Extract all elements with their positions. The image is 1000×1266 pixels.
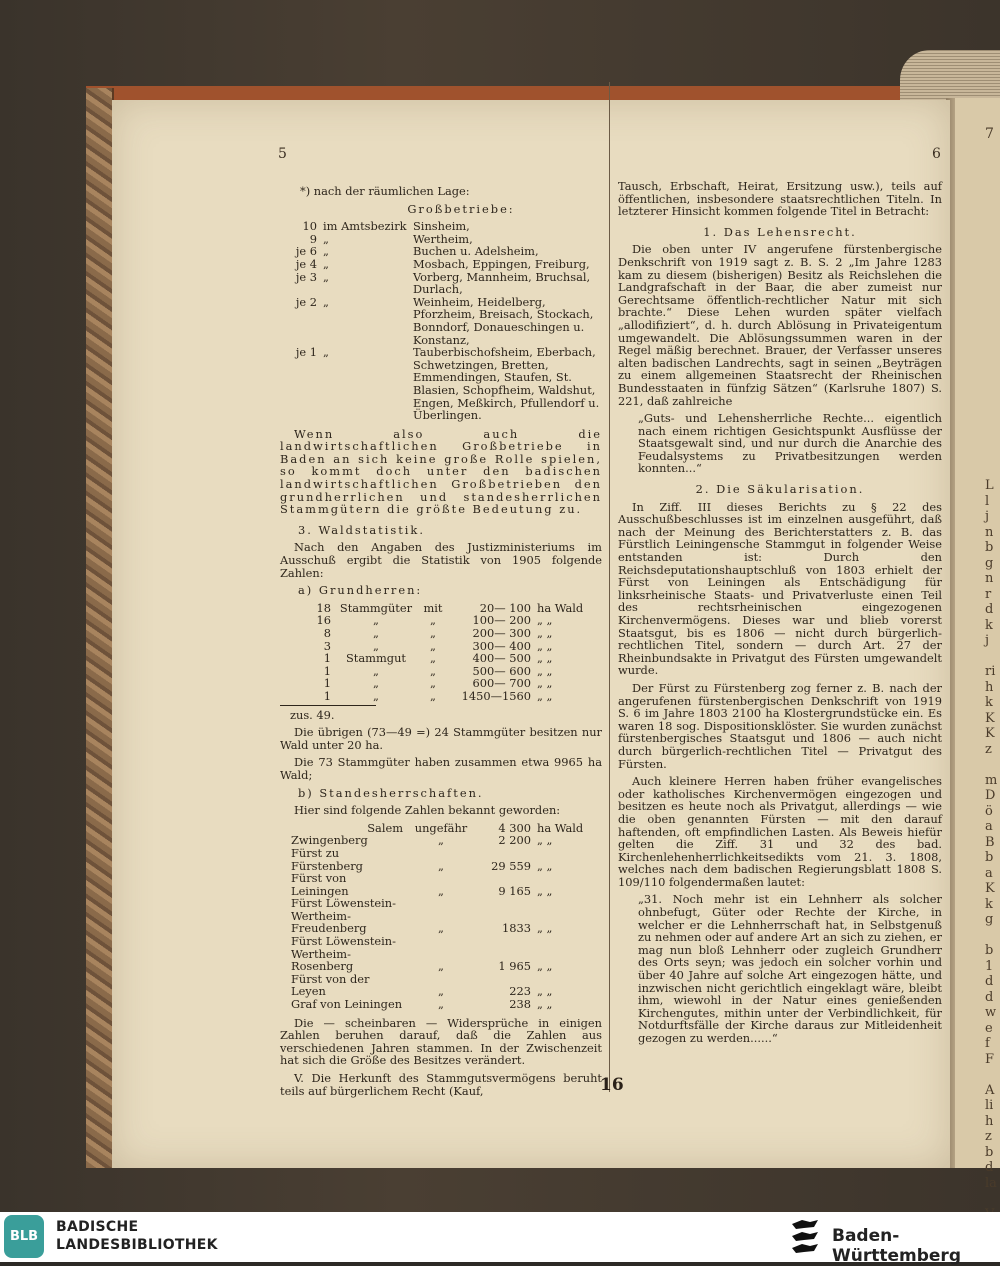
neighbor-fragment: la [985, 1175, 997, 1191]
neighbor-page-text-fragments [985, 478, 997, 1222]
grundherren-row [310, 690, 586, 703]
table-cell: Fürst zu Fürstenberg [291, 845, 363, 873]
table-cell: „ [438, 959, 444, 974]
total-count: zus. 49. [290, 707, 335, 722]
table-cell: „ „ [537, 984, 553, 999]
neighbor-fragment: n [985, 524, 994, 540]
neighbor-fragment: K [985, 710, 995, 726]
table-cell: 1 965 [498, 959, 531, 974]
grundherren-row [310, 652, 586, 665]
section-title-waldstatistik: 3. Waldstatistik. [298, 522, 425, 537]
blb-name-line1: BADISCHE [56, 1219, 139, 1235]
standesherren-row [288, 998, 598, 1011]
paragraph-fuerstenberg: Der Fürst zu Fürstenberg zog ferner z. B. nach der angerufenen fürstenbergischen Denkschrift von 1919 S. 6 im Jahre 1803 2100 ha Klostergrundstücke ein. Es waren 18 sog. Dispositionsklöster. Sie wurden zunächst fürstenbergisches Staatsgut und 1806 — auch nicht durch bürgerlich-rechtlichen Titel — Privatgut des Fürsten. [618, 680, 942, 771]
neighbor-fragment: z [985, 741, 992, 757]
paragraph-stammgueter-wald: Die 73 Stammgüter haben zusammen etwa 9965 ha Wald; [280, 755, 602, 782]
neighbor-page-number: 7 [985, 126, 994, 142]
lage-title: *) nach der räumlichen Lage: [300, 184, 470, 198]
table-cell: 18 [316, 600, 331, 615]
table-cell: „ [438, 833, 444, 848]
neighbor-fragment: D [985, 788, 996, 803]
table-cell: „ [430, 676, 436, 691]
neighbor-fragment: k [985, 617, 993, 633]
neighbor-fragment: w [985, 1005, 997, 1020]
table-cell: „ [373, 688, 379, 703]
table-cell: je 1 [295, 345, 317, 360]
table-cell: „ „ [537, 959, 553, 974]
right-column [618, 180, 942, 1050]
page-number-right: 6 [932, 146, 941, 162]
table-cell: mit [423, 600, 443, 615]
table-cell: 2 200 [498, 833, 531, 848]
table-cell: je 4 [295, 256, 317, 271]
paragraph-lehensrecht: Die oben unter IV angerufene fürstenbergische Denkschrift von 1919 sagt z. B. S. 2 „Im Jahre 1283 kam zu diesem (bisherigen) Besitz als Reichslehen die Landgrafschaft in der Baar, die aber zumeist nur Gerechtsame öffentlich-rechtlicher Natur mit sich brachte.“ Diese Lehen wurden später vielfach „allodifiziert“, d. h. durch Ablösung in Privateigentum umgewandelt. Die Ablösungssummen waren in der Regel mäßig berechnet. Brauer, der Verfasser unseres alten badischen Landrechts, sagt in seinen „Beyträgen zu einem allgemeinen Staatsrecht der Rheinischen Bundesstaaten in fünfzig Sätzen“ (Karlsruhe 1807) S. 221, daß zahlreiche [618, 242, 942, 408]
neighbor-page [955, 98, 1000, 1191]
table-cell: Buchen u. Adelsheim, [413, 244, 539, 259]
neighbor-fragment: K [985, 726, 995, 741]
column-divider [609, 82, 610, 1092]
table-cell: „ [438, 883, 444, 898]
neighbor-fragment [985, 928, 997, 944]
table-cell: 4 300 [498, 820, 531, 835]
table-cell: „ „ [537, 626, 553, 640]
table-cell: „ [373, 676, 379, 691]
table-cell: 8 [323, 626, 331, 640]
standesherren-row [288, 935, 598, 973]
table-cell: „ [373, 663, 379, 678]
neighbor-fragment: d [985, 1160, 994, 1175]
lage-row [276, 220, 606, 233]
table-cell: Wertheim, [413, 231, 473, 246]
neighbor-fragment: f [985, 1036, 990, 1051]
book-cover-marbled-edge [86, 88, 114, 1168]
paragraph-kirchenvermoegen: Auch kleinere Herren haben früher evangelisches oder katholisches Kirchenvermögen eingezogen und besitzen es heute noch als Privatgut, allerdings — wie die oben genannten Fürsten — mit den darauf haftenden, oft empfindlichen Lasten. Als Beweis hiefür gelten die Ziff. 31 und 32 des bad. Kirchenlehenherrlichkeitsedikts vom 21. 3. 1808, welches nach dem badischen Regierungsblatt 1808 S. 109/110 folgendermaßen lautet: [618, 774, 942, 889]
quote-kirchenlehen-edikt: „31. Noch mehr ist ein Lehnherr als solcher ohnbefugt, Güter oder Rechte der Kirche, in welcher er die Lehnherrschaft hat, in Selbstgenuß zu nehmen oder auf andere Art an sich zu ziehen, er mag nun bloß Lehnherr oder zugleich Grundherr des Orts seyn; was jedoch ein solcher vorhin und über 40 Jahre auf solche Art eingezogen hätte, und inzwischen nicht gerichtlich eingeklagt wäre, bleibt ihm, wiewohl in der Natur eines genießenden Kirchengutes, mithin unter der Verbindlichkeit, für Notdurftsfälle der Kirche daraus zur Mitleidenheit gezogen zu werden......“ [638, 892, 942, 1045]
neighbor-fragment: L [985, 478, 994, 493]
neighbor-fragment: li [985, 1098, 994, 1113]
left-column [170, 185, 602, 1102]
table-cell: „ „ [537, 833, 553, 848]
table-cell: 3 [323, 638, 331, 653]
table-cell: „ [438, 984, 444, 999]
neighbor-fragment: k [985, 896, 993, 912]
neighbor-fragment: l [985, 493, 990, 509]
table-cell: ha Wald [537, 600, 584, 615]
table-cell: 16 [316, 613, 331, 628]
neighbor-fragment: z [985, 1129, 992, 1144]
table-cell: Mosbach, Eppingen, Freiburg, [413, 256, 590, 271]
table-cell: 29 559 [491, 858, 531, 873]
table-cell: 1450—1560 [461, 688, 531, 703]
table-cell: Tauberbischofsheim, Eberbach, Schwetzingen, Bretten, Emmendingen, Staufen, St. Blasien, Schopfheim, Waldshut, Engen, Meßkirch, Pfullendorf u. Überlingen. [413, 345, 600, 423]
neighbor-fragment: k [985, 695, 993, 710]
table-cell: 223 [509, 984, 531, 999]
table-cell: „ [373, 638, 379, 653]
standesherren-row [288, 847, 598, 872]
paragraph-zahlen: Hier sind folgende Zahlen bekannt geworden: [294, 803, 561, 818]
lage-row [276, 346, 606, 422]
blb-logo[interactable]: BLB [4, 1215, 44, 1258]
table-cell: „ [323, 269, 329, 284]
table-cell: Stammgut [346, 651, 406, 666]
blb-name-line2: LANDESBIBLIOTHEK [56, 1237, 218, 1253]
paragraph-widersprueche: Die — scheinbaren — Widersprüche in einigen Zahlen beruhen darauf, daß die Zahlen aus verschiedenen Jahren stammen. In der Zwischenzeit hat sich die Größe des Besitzes verändert. [280, 1015, 602, 1068]
section-title-lehensrecht: 1. Das Lehensrecht. [703, 224, 857, 239]
table-cell: Fürst von Leiningen [291, 871, 349, 898]
table-cell: je 6 [295, 244, 317, 259]
neighbor-fragment: ö [985, 803, 993, 819]
neighbor-fragment: F [985, 1051, 995, 1067]
paragraph-grossbetriebe: Wenn also auch die landwirtschaftlichen Großbetriebe in Baden an sich keine große Rolle spielen, so kommt doch unter den badischen landwirtschaftlichen Großbetrieben den grundherrlichen und standesherrlichen Stammgütern die größte Bedeutung zu. [280, 426, 602, 517]
table-cell: Sinsheim, [413, 219, 470, 234]
table-cell: 20— 100 [479, 600, 531, 615]
neighbor-fragment: A [985, 1082, 995, 1098]
table-cell: „ „ [537, 676, 553, 691]
neighbor-fragment: b [985, 850, 994, 865]
table-cell: „ [430, 638, 436, 653]
paragraph-herkunft: V. Die Herkunft des Stammgutsvermögens beruht teils auf bürgerlichem Recht (Kauf, [280, 1071, 602, 1098]
paragraph-continuation: Tausch, Erbschaft, Heirat, Ersitzung usw.), teils auf öffentlichen, insbesondere staatsrechtlichen Titeln. In letzterer Hinsicht kommen folgende Titel in Betracht: [618, 179, 942, 219]
lage-row [276, 271, 606, 296]
table-cell: „ [323, 345, 329, 360]
table-cell: 300— 400 [472, 638, 531, 653]
neighbor-fragment: a [985, 819, 993, 834]
blb-name[interactable] [56, 1218, 218, 1254]
grundherren-table [310, 602, 586, 703]
neighbor-fragment: h [985, 1113, 994, 1129]
table-cell: „ „ [537, 921, 553, 936]
table-cell: 1 [323, 663, 331, 678]
section-title-saekularisation: 2. Die Säkularisation. [695, 482, 865, 497]
table-cell: Fürst von der Leyen [291, 971, 370, 999]
total-rule [280, 705, 376, 706]
baden-wuerttemberg-name[interactable]: Baden-Württemberg [832, 1226, 961, 1266]
table-cell: „ [430, 651, 436, 666]
standesherren-row [288, 872, 598, 897]
table-cell: 600— 700 [472, 676, 531, 691]
standesherren-row [288, 973, 598, 998]
table-cell: ha Wald [537, 820, 584, 835]
neighbor-fragment: b [985, 1144, 994, 1160]
book-cover-top [86, 86, 966, 100]
table-cell: „ „ [537, 688, 553, 703]
lage-table [276, 220, 606, 422]
neighbor-fragment [985, 757, 997, 773]
neighbor-fragment: r [985, 586, 992, 602]
neighbor-fragment: ri [985, 664, 996, 679]
table-cell: „ [438, 921, 444, 936]
page-number-left: 5 [278, 146, 287, 162]
neighbor-fragment: b [985, 943, 994, 958]
table-cell: „ „ [537, 997, 553, 1012]
table-cell: 400— 500 [472, 651, 531, 666]
table-cell: Zwingenberg [291, 833, 368, 848]
neighbor-fragment: d [985, 989, 994, 1005]
neighbor-fragment: m [985, 772, 998, 788]
standesherren-row [288, 897, 598, 935]
table-cell: „ [438, 858, 444, 873]
table-cell: „ [438, 997, 444, 1012]
table-cell: im Amtsbezirk [323, 219, 407, 234]
neighbor-fragment: n [985, 571, 994, 586]
table-cell: „ [323, 294, 329, 309]
lage-row [276, 296, 606, 346]
table-cell: Vorberg, Mannheim, Bruchsal, Durlach, [413, 269, 591, 297]
lions-crest-icon[interactable] [790, 1218, 820, 1256]
neighbor-fragment: a [985, 865, 993, 881]
table-cell: 10 [302, 219, 317, 234]
paragraph-uebrige: Die übrigen (73—49 =) 24 Stammgüter besitzen nur Wald unter 20 ha. [280, 725, 602, 752]
table-cell: je 3 [295, 269, 317, 284]
table-cell: 200— 300 [472, 626, 531, 640]
neighbor-fragment: j [985, 509, 990, 524]
table-cell: „ „ [537, 858, 553, 873]
neighbor-fragment: g [985, 555, 994, 571]
paragraph-statistik-intro: Nach den Angaben des Justizministeriums im Ausschuß ergibt die Statistik von 1905 folgende Zahlen: [280, 540, 602, 580]
table-cell: 238 [509, 997, 531, 1012]
table-cell: „ [323, 244, 329, 259]
table-cell: 100— 200 [472, 613, 531, 628]
table-cell: 1 [323, 676, 331, 691]
table-cell: „ [430, 688, 436, 703]
grundherren-row [310, 627, 586, 640]
paragraph-saekularisation: In Ziff. III dieses Berichts zu § 22 des Ausschußbeschlusses ist im einzelnen ausgeführt, daß nach der Meinung des Berichterstatters z. B. das Fürstlich Leiningensche Stammgut in folgender Weise entstanden ist: Durch den Reichsdeputationshauptschluß von 1803 erhielt der Fürst von Leiningen als Entschädigung für linksrheinische Staats- und Privatverluste einen Teil des rechtsrheinischen eingezogenen Kirchenvermögens. Dieses war und blieb vorerst Staatsgut, bis es 1806 — nicht durch bürgerlich-rechtlichen Titel, sondern — durch Art. 27 der Rheinbundsakte in Privatgut des Fürsten umgewandelt wurde. [618, 499, 942, 678]
table-cell: Salem [367, 820, 403, 835]
neighbor-fragment: e [985, 1020, 993, 1036]
neighbor-fragment: b [985, 540, 994, 555]
neighbor-fragment: h [985, 679, 994, 695]
neighbor-fragment [985, 649, 997, 665]
neighbor-fragment: K [985, 881, 995, 896]
table-cell: je 2 [295, 294, 317, 309]
table-cell: 1 [323, 688, 331, 703]
neighbor-fragment: d [985, 974, 994, 989]
table-cell: Fürst Löwenstein-Wertheim-Freudenberg [291, 896, 396, 936]
table-cell: 9 [309, 231, 317, 246]
table-cell: „ [323, 231, 329, 246]
table-cell: Graf von Leiningen [291, 997, 403, 1012]
table-cell: 9 165 [498, 883, 531, 898]
neighbor-fragment [985, 1067, 997, 1083]
table-cell: „ „ [537, 883, 553, 898]
lage-row [276, 258, 606, 271]
neighbor-fragment: j [985, 633, 990, 648]
neighbor-fragment: 1 [985, 958, 994, 974]
table-cell: Weinheim, Heidelberg, Pforzheim, Breisach, Stockach, Bonndorf, Donaueschingen u. Konstanz, [413, 294, 594, 347]
table-cell: „ „ [537, 651, 553, 666]
table-cell: „ [430, 663, 436, 678]
table-cell: ungefähr [414, 820, 468, 835]
table-cell: 500— 600 [472, 663, 531, 678]
table-cell: 1 [323, 651, 331, 666]
grundherren-title: a) Grundherren: [298, 583, 423, 598]
neighbor-fragment: d [985, 602, 994, 617]
table-cell: „ „ [537, 638, 553, 653]
table-cell: „ [373, 613, 379, 628]
standesherrschaften-title: b) Standesherrschaften. [298, 785, 484, 800]
neighbor-fragment: g [985, 912, 994, 927]
table-cell: Fürst Löwenstein-Wertheim-Rosenberg [291, 934, 396, 974]
table-cell: „ [323, 256, 329, 271]
table-cell: Stammgüter [339, 600, 413, 615]
table-cell: „ [430, 613, 436, 628]
neighbor-fragment [985, 1191, 997, 1207]
table-cell: „ [373, 626, 379, 640]
table-cell: „ „ [537, 663, 553, 678]
sheet-number: 16 [600, 1075, 624, 1095]
table-cell: 1833 [502, 921, 531, 936]
neighbor-fragment: B [985, 834, 995, 850]
standesherren-table [288, 822, 598, 1011]
table-cell: „ [430, 626, 436, 640]
quote-guts-lehensherrliche-rechte: „Guts- und Lehensherrliche Rechte... eigentlich nach einem richtigen Gesichtspunkt Ausflüsse der Staatsgewalt sind, und nur durch die Anarchie des Feudalsystems zu Privatbesitzungen werden konnten...“ [638, 411, 942, 476]
table-cell: „ „ [537, 613, 553, 628]
grossbetriebe-title: Großbetriebe: [407, 201, 515, 216]
